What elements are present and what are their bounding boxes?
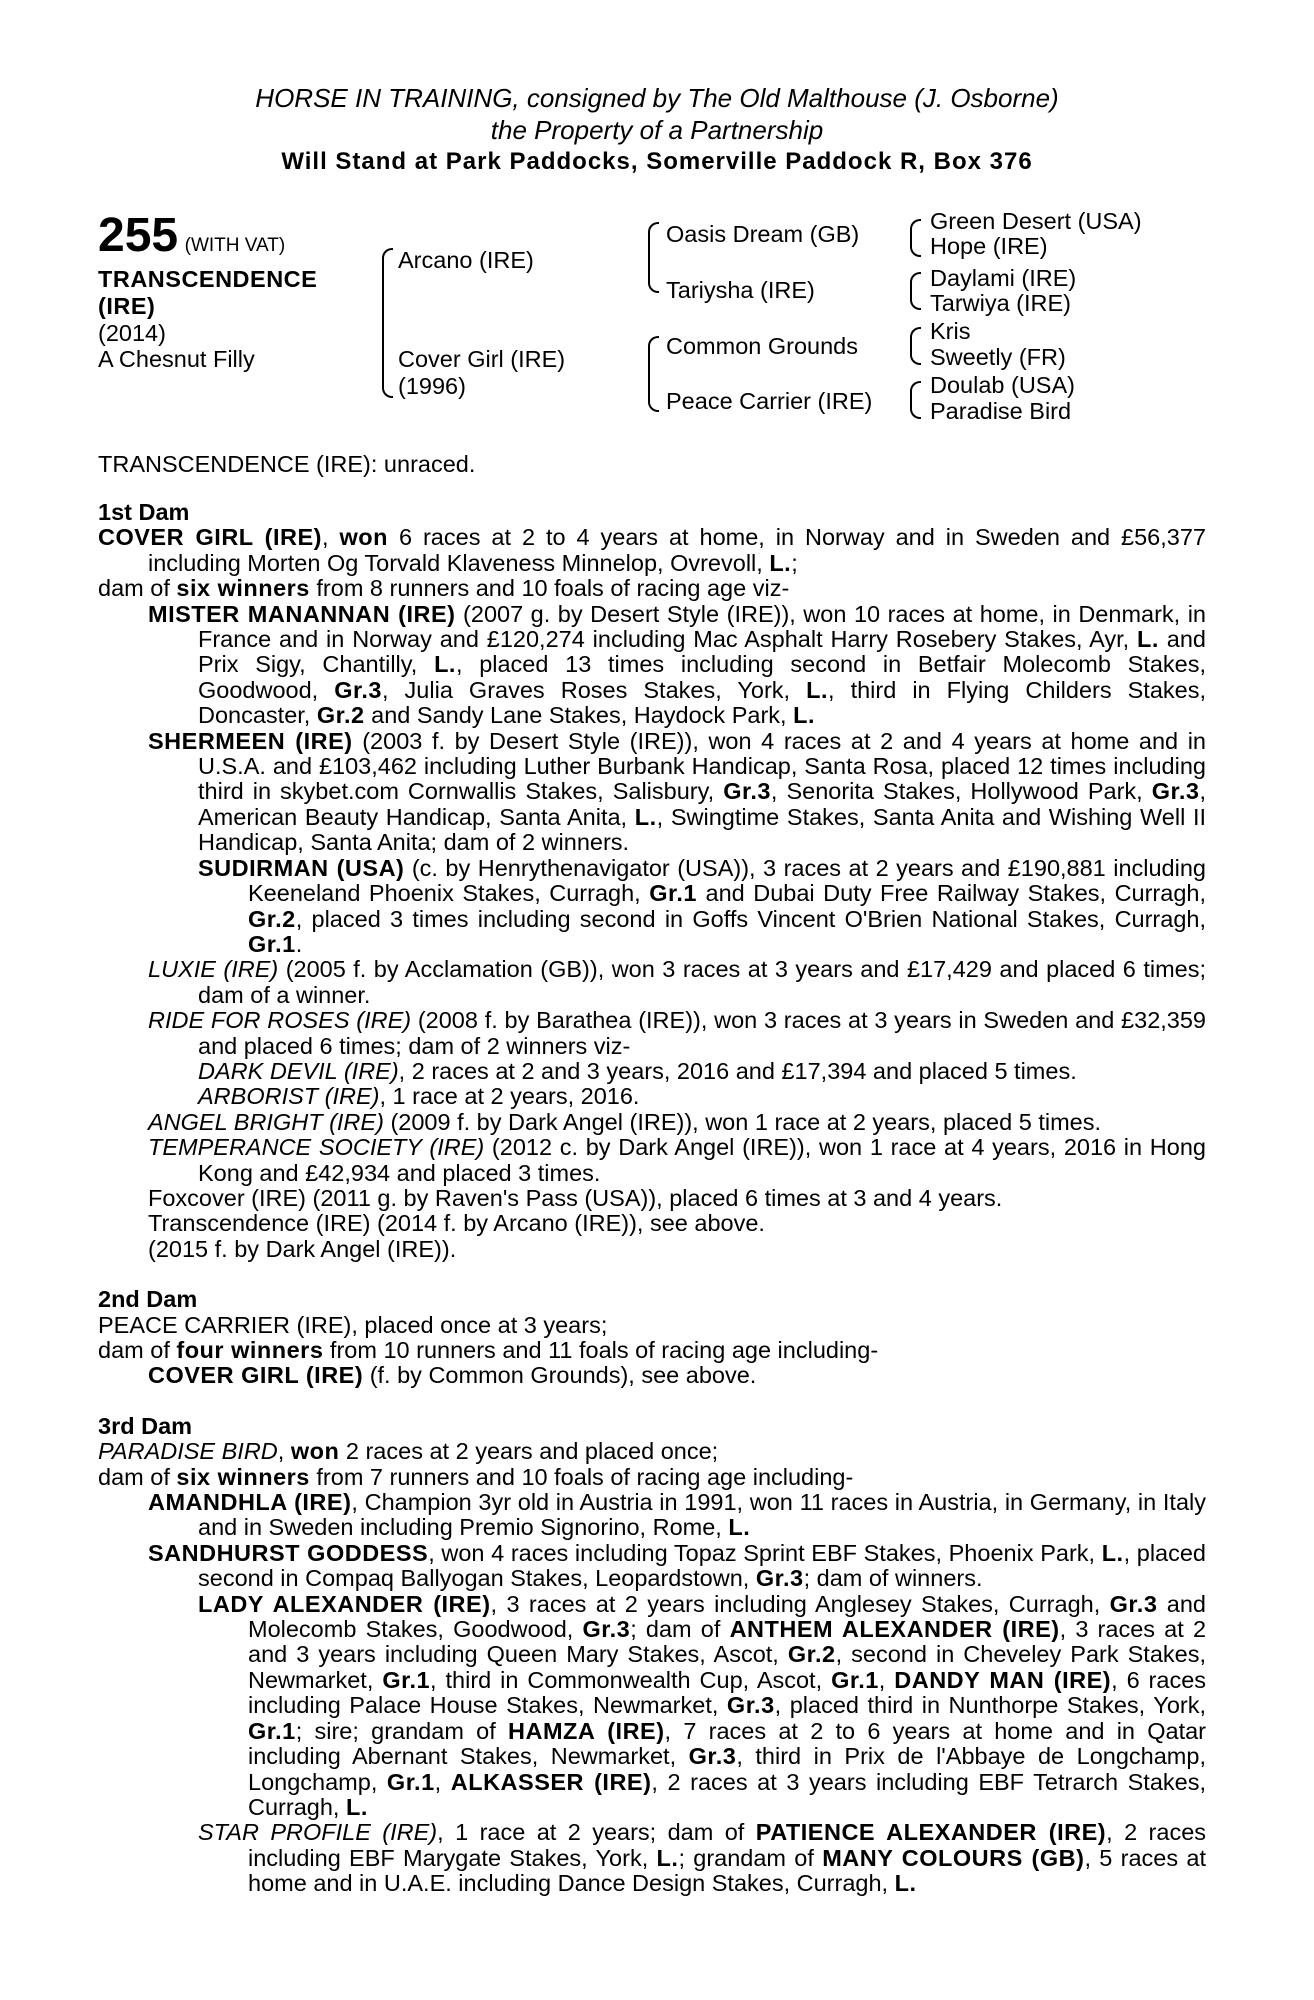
- produce-sandhurst-goddess: SANDHURST GODDESS, won 4 races including Topaz Sprint EBF Stakes, Phoenix Park, L., placed second in Compaq Ballyogan Stakes, Leopardstown, Gr.3; dam of winners.: [148, 1539, 1206, 1592]
- second-dam-intro: PEACE CARRIER (IRE), placed once at 3 years;: [98, 1311, 608, 1338]
- pedigree-brace-gen1: [382, 248, 393, 398]
- produce-star-profile: STAR PROFILE (IRE), 1 race at 2 years; dam of PATIENCE ALEXANDER (IRE), 2 races including EBF Marygate Stakes, York, L.; grandam of MANY COLOURS (GB), 5 races at home and in U.A.E. including Dance Design Stakes, Curragh, L.: [198, 1819, 1207, 1897]
- catalogue-body: [98, 500, 1206, 1897]
- pedigree-dss: Kris: [930, 318, 971, 344]
- produce-luxie: LUXIE (IRE) (2005 f. by Acclamation (GB)), won 3 races at 3 years and £17,429 and placed 6 times; dam of a winner.: [148, 956, 1207, 1008]
- lot-number-block: [98, 209, 286, 262]
- header-property: the Property of a Partnership: [490, 115, 824, 145]
- second-dam-produce-summary: dam of four winners from 10 runners and 11 foals of racing age including-: [98, 1337, 879, 1363]
- pedigree-brace-ss: [910, 219, 921, 257]
- produce-transcendence: Transcendence (IRE) (2014 f. by Arcano (IRE)), see above.: [148, 1210, 765, 1237]
- pedigree-ssd: Hope (IRE): [930, 233, 1048, 259]
- produce-arborist: ARBORIST (IRE), 1 race at 2 years, 2016.: [198, 1083, 640, 1110]
- pedigree-dam-sire: Common Grounds: [666, 333, 858, 359]
- pedigree-ddd: Paradise Bird: [930, 398, 1072, 424]
- horse-suffix: (IRE): [98, 293, 156, 319]
- produce-cover-girl: COVER GIRL (IRE) (f. by Common Grounds), see above.: [148, 1362, 757, 1389]
- third-dam-heading: 3rd Dam: [98, 1412, 193, 1439]
- third-dam-intro: PARADISE BIRD, won 2 races at 2 years and placed once;: [98, 1438, 719, 1465]
- horse-year: (2014): [98, 320, 166, 346]
- produce-mister-manannan: MISTER MANANNAN (IRE) (2007 g. by Desert Style (IRE)), won 10 races at home, in Denmark, in France and in Norway and £120,274 including Mac Asphalt Harry Rosebery Stakes, Ayr, L. and Prix Sigy, Chantilly, L., placed 13 times including second in Betfair Molecomb Stakes, Goodwood, Gr.3, Julia Graves Roses Stakes, York, L., third in Flying Childers Stakes, Doncaster, Gr.2 and Sandy Lane Stakes, Haydock Park, L.: [148, 600, 1207, 729]
- header-location: Will Stand at Park Paddocks, Somerville Paddock R, Box 376: [281, 148, 1033, 175]
- horse-name: TRANSCENDENCE: [98, 266, 318, 292]
- pedigree-dam: Cover Girl (IRE): [398, 346, 566, 372]
- pedigree-sss: Green Desert (USA): [930, 208, 1142, 234]
- first-dam-heading: 1st Dam: [98, 499, 190, 525]
- third-dam-produce-summary: dam of six winners from 7 runners and 10 foals of racing age including-: [98, 1463, 854, 1490]
- pedigree-dam-dam: Peace Carrier (IRE): [666, 388, 873, 414]
- produce-angel-bright: ANGEL BRIGHT (IRE) (2009 f. by Dark Angel (IRE)), won 1 race at 2 years, placed 5 times.: [148, 1108, 1101, 1135]
- pedigree-dds: Doulab (USA): [930, 372, 1075, 398]
- pedigree-sds: Daylami (IRE): [930, 265, 1077, 291]
- vat-note: (WITH VAT): [184, 235, 286, 256]
- produce-dark-devil: DARK DEVIL (IRE), 2 races at 2 and 3 years, 2016 and £17,394 and placed 5 times.: [198, 1057, 1077, 1084]
- lot-number: 255: [98, 209, 179, 262]
- horse-description: A Chesnut Filly: [98, 346, 255, 372]
- race-record: TRANSCENDENCE (IRE): unraced.: [98, 451, 476, 477]
- pedigree-sire-sire: Oasis Dream (GB): [666, 221, 860, 247]
- pedigree-brace-sire: [648, 222, 659, 293]
- pedigree-brace-ds: [910, 327, 921, 365]
- second-dam-heading: 2nd Dam: [98, 1286, 198, 1313]
- pedigree-sire: Arcano (IRE): [398, 247, 534, 273]
- first-dam-produce-summary: dam of six winners from 8 runners and 10 foals of racing age viz-: [98, 575, 790, 602]
- pedigree-brace-dd: [910, 381, 921, 419]
- produce-lady-alexander: LADY ALEXANDER (IRE), 3 races at 2 years including Anglesey Stakes, Curragh, Gr.3 and Molecomb Stakes, Goodwood, Gr.3; dam of ANTHEM ALEXANDER (IRE), 3 races at 2 and 3 years including Queen Mary Stakes, Ascot, Gr.2, second in Cheveley Park Stakes, Newmarket, Gr.1, third in Commonwealth Cup, Ascot, Gr.1, DANDY MAN (IRE), 6 races including Palace House Stakes, Newmarket, Gr.3, placed third in Nunthorpe Stakes, York, Gr.1; sire; grandam of HAMZA (IRE), 7 races at 2 to 6 years at home and in Qatar including Abernant Stakes, Newmarket, Gr.3, third in Prix de l'Abbaye de Longchamp, Longchamp, Gr.1, ALKASSER (IRE), 2 races at 3 years including EBF Tetrarch Stakes, Curragh, L.: [198, 1590, 1207, 1820]
- first-dam-intro: COVER GIRL (IRE), won 6 races at 2 to 4 years at home, in Norway and in Sweden and £56,377 including Morten Og Torvald Klaveness Minnelop, Ovrevoll, L.;: [98, 524, 1206, 576]
- pedigree-dsd: Sweetly (FR): [930, 344, 1066, 370]
- pedigree-brace-dam: [648, 336, 659, 412]
- pedigree-sdd: Tarwiya (IRE): [930, 290, 1072, 316]
- produce-shermeen: SHERMEEN (IRE) (2003 f. by Desert Style (IRE)), won 4 races at 2 and 4 years at home and in U.S.A. and £103,462 including Luther Burbank Handicap, Santa Rosa, placed 12 times including third in skybet.com Cornwallis Stakes, Salisbury, Gr.3, Senorita Stakes, Hollywood Park, Gr.3, American Beauty Handicap, Santa Anita, L., Swingtime Stakes, Santa Anita and Wishing Well II Handicap, Santa Anita; dam of 2 winners.: [148, 727, 1207, 856]
- pedigree-dam-year: (1996): [398, 373, 466, 399]
- pedigree-brace-sd: [910, 272, 921, 310]
- produce-ride-for-roses: RIDE FOR ROSES (IRE) (2008 f. by Barathea (IRE)), won 3 races at 3 years in Sweden and £32,359 and placed 6 times; dam of 2 winners viz-: [148, 1007, 1206, 1059]
- produce-temperance-society: TEMPERANCE SOCIETY (IRE) (2012 c. by Dark Angel (IRE)), won 1 race at 4 years, 2016 in Hong Kong and £42,934 and placed 3 times.: [148, 1134, 1206, 1186]
- header-consignor: HORSE IN TRAINING, consigned by The Old Malthouse (J. Osborne): [255, 83, 1059, 113]
- produce-foxcover: Foxcover (IRE) (2011 g. by Raven's Pass (USA)), placed 6 times at 3 and 4 years.: [148, 1184, 1003, 1211]
- pedigree-sire-dam: Tariysha (IRE): [666, 277, 815, 303]
- produce-amandhla: AMANDHLA (IRE), Champion 3yr old in Austria in 1991, won 11 races in Austria, in Germany, in Italy and in Sweden including Premio Signorino, Rome, L.: [148, 1489, 1206, 1541]
- produce-2015-filly: (2015 f. by Dark Angel (IRE)).: [148, 1235, 457, 1262]
- produce-sudirman: SUDIRMAN (USA) (c. by Henrythenavigator (USA)), 3 races at 2 years and £190,881 including Keeneland Phoenix Stakes, Curragh, Gr.1 and Dubai Duty Free Railway Stakes, Curragh, Gr.2, placed 3 times including second in Goffs Vincent O'Brien National Stakes, Curragh, Gr.1.: [198, 854, 1206, 957]
